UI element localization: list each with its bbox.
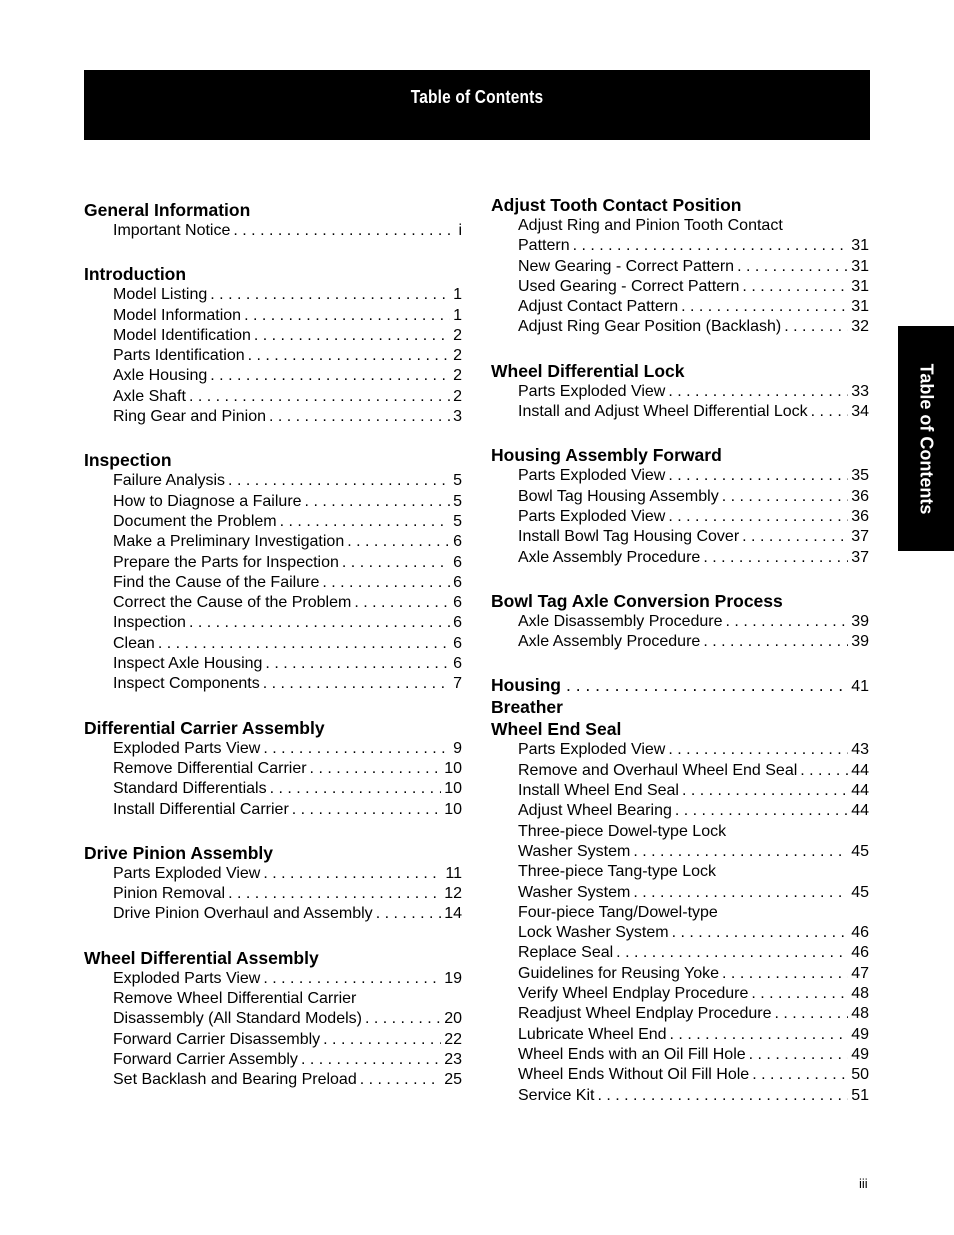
- toc-entry-label: Four-piece Tang/Dowel-type: [518, 903, 718, 921]
- page-ref: 37: [851, 528, 869, 546]
- toc-entry[interactable]: [113, 471, 462, 491]
- page-ref: 2: [453, 387, 462, 405]
- toc-entry[interactable]: [113, 407, 462, 427]
- section-heading[interactable]: [84, 839, 462, 864]
- toc-entry-label: Exploded Parts View: [113, 739, 261, 757]
- toc-entry-label: Standard Differentials: [113, 780, 267, 798]
- dot-leader: [749, 1045, 849, 1065]
- toc-section-wheel-differential-lock: [491, 357, 869, 423]
- page-ref: 6: [453, 533, 462, 551]
- page-ref: 48: [851, 985, 869, 1003]
- section-heading[interactable]: [84, 944, 462, 969]
- toc-entry[interactable]: [518, 1045, 869, 1065]
- section-heading[interactable]: [84, 260, 462, 285]
- toc-entry-label: Washer System: [518, 842, 631, 860]
- toc-entry-label: Install and Adjust Wheel Differential Lock: [518, 403, 808, 421]
- section-heading[interactable]: [491, 191, 869, 216]
- side-tab-table-of-contents[interactable]: [898, 326, 954, 551]
- toc-entry-label: Pinion Removal: [113, 885, 226, 903]
- page-ref: 6: [453, 573, 462, 591]
- toc-entry[interactable]: [113, 613, 462, 633]
- page-ref: 32: [851, 318, 869, 336]
- dot-leader: [310, 759, 442, 779]
- toc-entry-label: Inspect Components: [113, 675, 260, 693]
- toc-entry-label: Set Backlash and Bearing Preload: [113, 1071, 357, 1089]
- dot-leader: [301, 1050, 441, 1070]
- toc-entry[interactable]: [518, 1086, 869, 1106]
- toc-section-wheel-end-seal: [491, 715, 869, 1105]
- section-heading-text: Wheel Differential Lock: [491, 360, 685, 381]
- toc-entry-label: Axle Assembly Procedure: [518, 633, 701, 651]
- toc-entry[interactable]: [113, 492, 462, 512]
- toc-entry[interactable]: [518, 277, 869, 297]
- toc-entry-label: New Gearing - Correct Pattern: [518, 257, 735, 275]
- dot-leader: [800, 761, 848, 781]
- dot-leader: [681, 297, 848, 317]
- dot-leader: [360, 1070, 441, 1090]
- page-ref: 14: [444, 905, 462, 923]
- toc-entry-label: Forward Carrier Disassembly: [113, 1030, 321, 1048]
- toc-entry[interactable]: [518, 862, 869, 882]
- dot-leader: [751, 984, 848, 1004]
- page-ref: i: [458, 222, 462, 239]
- dot-leader: [633, 883, 848, 903]
- toc-entry[interactable]: [518, 740, 869, 760]
- toc-entry-label: Remove and Overhaul Wheel End Seal: [518, 761, 798, 779]
- section-heading-text: General Information: [84, 200, 251, 220]
- toc-entry-label: Lubricate Wheel End: [518, 1025, 667, 1043]
- page-ref: 48: [851, 1005, 869, 1023]
- toc-entry[interactable]: [113, 800, 462, 820]
- page-ref: 5: [453, 492, 462, 510]
- toc-entry[interactable]: [113, 573, 462, 593]
- toc-entry-label: Document the Problem: [113, 512, 277, 530]
- page-ref: 37: [851, 548, 869, 566]
- dot-leader: [189, 613, 450, 633]
- toc-entry-label: Axle Shaft: [113, 387, 186, 405]
- page-ref: 2: [453, 326, 462, 344]
- dot-leader: [742, 277, 848, 297]
- page-ref: 6: [453, 614, 462, 632]
- section-heading[interactable]: [491, 587, 869, 612]
- toc-section-bowl-tag-axle-conversion-process: [491, 587, 869, 653]
- page-ref: 11: [445, 864, 462, 882]
- dot-leader: [668, 740, 848, 760]
- toc-entry[interactable]: [518, 548, 869, 568]
- page-ref: 23: [444, 1050, 462, 1068]
- section-heading[interactable]: [84, 446, 462, 471]
- toc-entry-label: How to Diagnose a Failure: [113, 492, 302, 510]
- toc-entry[interactable]: [518, 487, 869, 507]
- dot-leader: [703, 632, 848, 652]
- page-ref: 12: [444, 885, 462, 903]
- toc-section-inspection: [84, 446, 462, 694]
- page-ref: 39: [851, 612, 869, 630]
- page-ref: 34: [851, 403, 869, 421]
- dot-leader: [668, 507, 848, 527]
- dot-leader: [254, 326, 450, 346]
- toc-entry-label: Correct the Cause of the Problem: [113, 594, 352, 612]
- toc-entry-label: Wheel Ends Without Oil Fill Hole: [518, 1066, 750, 1084]
- toc-entry[interactable]: [113, 532, 462, 552]
- toc-entry-label: Wheel Ends with an Oil Fill Hole: [518, 1045, 746, 1063]
- toc-entry-label: Make a Preliminary Investigation: [113, 533, 345, 551]
- toc-entry-label: Install Differential Carrier: [113, 800, 289, 818]
- toc-entry[interactable]: [518, 632, 869, 652]
- page-ref: 3: [453, 408, 462, 426]
- dot-leader: [263, 864, 442, 884]
- section-heading-text: Housing Breather: [491, 675, 563, 718]
- toc-section-housing-assembly-forward: [491, 441, 869, 567]
- page-ref: 46: [851, 944, 869, 962]
- page-ref: 6: [453, 594, 462, 612]
- page-ref: 36: [851, 487, 869, 505]
- dot-leader: [158, 634, 450, 654]
- page-ref: 49: [851, 1045, 869, 1063]
- toc-entry-label: Axle Assembly Procedure: [518, 548, 701, 566]
- dot-leader: [292, 800, 441, 820]
- dot-leader: [228, 884, 441, 904]
- toc-entry-label: Parts Identification: [113, 347, 245, 365]
- toc-entry[interactable]: [518, 236, 869, 256]
- toc-entry[interactable]: [518, 402, 869, 422]
- toc-entry-label: Adjust Ring Gear Position (Backlash): [518, 318, 782, 336]
- toc-entry-label: Prepare the Parts for Inspection: [113, 553, 339, 571]
- section-heading-text: Wheel End Seal: [491, 719, 622, 740]
- dot-leader: [566, 674, 848, 696]
- toc-entry-label: Parts Exploded View: [518, 382, 666, 400]
- page-ref: 33: [851, 382, 869, 400]
- header-bar: [84, 70, 870, 140]
- toc-entry[interactable]: [113, 1030, 462, 1050]
- section-heading-text: Introduction: [84, 264, 187, 285]
- toc-entry[interactable]: [518, 507, 869, 527]
- toc-section-housing-breather: [491, 671, 869, 718]
- page-ref: 41: [851, 678, 869, 696]
- toc-entry-label: Verify Wheel Endplay Procedure: [518, 985, 749, 1003]
- dot-leader: [305, 492, 451, 512]
- dot-leader: [263, 969, 441, 989]
- toc-entry[interactable]: [518, 943, 869, 963]
- toc-entry-label: Disassembly (All Standard Models): [113, 1010, 362, 1028]
- page-ref: 31: [851, 277, 869, 295]
- toc-entry[interactable]: [113, 884, 462, 904]
- toc-entry[interactable]: [113, 779, 462, 799]
- dot-leader: [322, 573, 450, 593]
- toc-entry-label: Install Bowl Tag Housing Cover: [518, 528, 740, 546]
- dot-leader: [722, 487, 849, 507]
- toc-entry-label: Drive Pinion Overhaul and Assembly: [113, 905, 373, 923]
- toc-entry-label: Remove Wheel Differential Carrier: [113, 990, 357, 1008]
- toc-entry-label: Axle Disassembly Procedure: [518, 612, 723, 630]
- page-ref: 31: [851, 257, 869, 275]
- dot-leader: [597, 1086, 848, 1106]
- page-ref: 6: [453, 634, 462, 652]
- toc-entry[interactable]: [518, 923, 869, 943]
- page-ref: 31: [851, 237, 869, 255]
- toc-entry-label: Adjust Contact Pattern: [518, 298, 679, 316]
- toc-entry[interactable]: [113, 989, 462, 1009]
- toc-entry[interactable]: [113, 387, 462, 407]
- dot-leader: [752, 1065, 848, 1085]
- dot-leader: [347, 532, 450, 552]
- page-ref: 51: [851, 1086, 869, 1104]
- dot-leader: [244, 306, 450, 326]
- toc-entry[interactable]: [113, 593, 462, 613]
- toc-entry[interactable]: [113, 306, 462, 326]
- toc-entry[interactable]: [113, 759, 462, 779]
- toc-entry-label: Inspect Axle Housing: [113, 655, 263, 673]
- section-heading[interactable]: [491, 671, 869, 718]
- toc-entry-label: Bowl Tag Housing Assembly: [518, 487, 719, 505]
- toc-entry[interactable]: [518, 822, 869, 842]
- dot-leader: [263, 674, 450, 694]
- dot-leader: [265, 654, 450, 674]
- page-ref: 31: [851, 298, 869, 316]
- dot-leader: [722, 964, 848, 984]
- toc-entry-label: Replace Seal: [518, 944, 614, 962]
- page-ref: 1: [453, 306, 462, 324]
- toc-entry[interactable]: [518, 984, 869, 1004]
- toc-right-column: [491, 191, 869, 1125]
- page-ref: 44: [851, 761, 869, 779]
- toc-entry[interactable]: [113, 674, 462, 694]
- toc-section-general-information: [84, 196, 462, 241]
- page-ref: 44: [851, 782, 869, 800]
- dot-leader: [210, 285, 450, 305]
- toc-entry[interactable]: [518, 1065, 869, 1085]
- page-ref: 44: [851, 802, 869, 820]
- section-heading-text: Bowl Tag Axle Conversion Process: [491, 590, 783, 611]
- page-ref: 20: [444, 1010, 462, 1028]
- toc-entry[interactable]: [113, 366, 462, 386]
- dot-leader: [573, 236, 849, 256]
- dot-leader: [270, 779, 442, 799]
- page-ref: 2: [453, 367, 462, 385]
- toc-entry[interactable]: [113, 221, 462, 241]
- toc-entry-label: Axle Housing: [113, 367, 208, 385]
- dot-leader: [633, 842, 848, 862]
- dot-leader: [342, 553, 450, 573]
- page-ref: 6: [453, 553, 462, 571]
- section-heading-text: Differential Carrier Assembly: [84, 717, 325, 738]
- toc-entry-label: Model Listing: [113, 286, 208, 304]
- section-heading[interactable]: [491, 441, 869, 466]
- toc-entry[interactable]: [518, 317, 869, 337]
- toc-section-wheel-differential-assembly: [84, 944, 462, 1091]
- dot-leader: [670, 1025, 849, 1045]
- toc-entry[interactable]: [518, 964, 869, 984]
- page-ref: 2: [453, 347, 462, 365]
- page-ref: 6: [453, 655, 462, 673]
- page-ref: 46: [851, 924, 869, 942]
- dot-leader: [376, 904, 442, 924]
- toc-entry-label: Parts Exploded View: [518, 741, 666, 759]
- toc-entry-label: Ring Gear and Pinion: [113, 408, 266, 426]
- page-ref: 5: [453, 472, 462, 490]
- page-ref: 5: [453, 512, 462, 530]
- section-heading-text: Drive Pinion Assembly: [84, 842, 273, 863]
- toc-entry[interactable]: [113, 904, 462, 924]
- page-ref: 22: [444, 1030, 462, 1048]
- toc-entry[interactable]: [518, 1025, 869, 1045]
- toc-entry-label: Adjust Ring and Pinion Tooth Contact: [518, 217, 783, 234]
- toc-section-introduction: [84, 260, 462, 427]
- toc-entry-label: Used Gearing - Correct Pattern: [518, 277, 740, 295]
- toc-entry[interactable]: [518, 257, 869, 277]
- page-ref: 35: [851, 467, 869, 485]
- dot-leader: [365, 1009, 441, 1029]
- toc-entry-label: Parts Exploded View: [518, 507, 666, 525]
- dot-leader: [737, 257, 848, 277]
- toc-entry[interactable]: [518, 781, 869, 801]
- toc-entry[interactable]: [113, 326, 462, 346]
- dot-leader: [210, 366, 450, 386]
- toc-entry[interactable]: [518, 903, 869, 923]
- dot-leader: [811, 402, 849, 422]
- toc-section-drive-pinion-assembly: [84, 839, 462, 925]
- section-heading[interactable]: [84, 714, 462, 739]
- dot-leader: [280, 512, 450, 532]
- dot-leader: [774, 1004, 848, 1024]
- toc-entry-label: Model Information: [113, 306, 242, 324]
- toc-entry-label: Guidelines for Reusing Yoke: [518, 964, 720, 982]
- page-ref: 47: [851, 964, 869, 982]
- toc-entry[interactable]: [518, 216, 869, 236]
- toc-entry-label: Readjust Wheel Endplay Procedure: [518, 1005, 772, 1023]
- dot-leader: [672, 923, 849, 943]
- toc-entry[interactable]: [518, 801, 869, 821]
- toc-entry[interactable]: [113, 512, 462, 532]
- toc-entry-label: Pattern: [518, 237, 570, 255]
- toc-entry-label: Clean: [113, 634, 155, 652]
- toc-entry[interactable]: [113, 654, 462, 674]
- toc-entry-label: Adjust Wheel Bearing: [518, 802, 672, 820]
- toc-entry-label: Washer System: [518, 883, 631, 901]
- section-heading-text: Wheel Differential Assembly: [84, 947, 319, 968]
- side-tab-label: Table of Contents: [916, 363, 937, 514]
- dot-leader: [703, 548, 848, 568]
- dot-leader: [233, 221, 455, 241]
- dot-leader: [668, 382, 848, 402]
- toc-entry[interactable]: [113, 1070, 462, 1090]
- dot-leader: [354, 593, 450, 613]
- dot-leader: [675, 801, 848, 821]
- toc-entry[interactable]: [518, 883, 869, 903]
- page-ref: 10: [444, 780, 462, 798]
- toc-section-adjust-tooth-contact-position: [491, 191, 869, 338]
- page-ref: 39: [851, 633, 869, 651]
- page-ref: 10: [444, 800, 462, 818]
- page-title: Table of Contents: [410, 87, 544, 107]
- toc-entry[interactable]: [113, 1050, 462, 1070]
- section-heading-text: Housing Assembly Forward: [491, 445, 722, 466]
- toc-left-column: [84, 196, 462, 1110]
- toc-entry[interactable]: [518, 527, 869, 547]
- dot-leader: [263, 739, 450, 759]
- dot-leader: [784, 317, 848, 337]
- toc-entry[interactable]: [518, 842, 869, 862]
- toc-entry-label: Lock Washer System: [518, 924, 669, 942]
- toc-entry-label: Parts Exploded View: [113, 864, 261, 882]
- page-ref: 9: [453, 739, 462, 757]
- page-ref: 45: [851, 883, 869, 901]
- section-heading[interactable]: [491, 357, 869, 382]
- page-ref: 45: [851, 842, 869, 860]
- page-ref: 43: [851, 741, 869, 759]
- section-heading[interactable]: [491, 715, 869, 740]
- toc-entry[interactable]: [518, 1004, 869, 1024]
- toc-entry[interactable]: [113, 285, 462, 305]
- dot-leader: [726, 612, 849, 632]
- page-ref: 7: [453, 675, 462, 693]
- dot-leader: [616, 943, 848, 963]
- toc-section-differential-carrier-assembly: [84, 714, 462, 820]
- dot-leader: [189, 387, 450, 407]
- page-ref: 49: [851, 1025, 869, 1043]
- toc-entry[interactable]: [113, 864, 462, 884]
- dot-leader: [682, 781, 848, 801]
- toc-entry[interactable]: [113, 634, 462, 654]
- toc-entry-label: Parts Exploded View: [518, 467, 666, 485]
- page-ref: 1: [453, 286, 462, 304]
- toc-entry-label: Important Notice: [113, 222, 231, 239]
- toc-entry[interactable]: [113, 1009, 462, 1029]
- toc-entry[interactable]: [518, 466, 869, 486]
- page-ref: 25: [444, 1071, 462, 1089]
- toc-entry-label: Install Wheel End Seal: [518, 782, 679, 800]
- section-heading-text: Adjust Tooth Contact Position: [491, 195, 742, 215]
- dot-leader: [228, 471, 450, 491]
- page-ref: 19: [444, 969, 462, 987]
- page-number: iii: [859, 1176, 868, 1191]
- dot-leader: [323, 1030, 441, 1050]
- toc-entry[interactable]: [518, 297, 869, 317]
- page-ref: 10: [444, 759, 462, 777]
- dot-leader: [742, 527, 848, 547]
- toc-entry-label: Failure Analysis: [113, 472, 226, 490]
- toc-entry-label: Exploded Parts View: [113, 969, 261, 987]
- section-heading[interactable]: [84, 196, 462, 221]
- toc-entry-label: Remove Differential Carrier: [113, 759, 307, 777]
- section-heading-text: Inspection: [84, 450, 172, 471]
- toc-entry[interactable]: [113, 553, 462, 573]
- toc-entry[interactable]: [518, 382, 869, 402]
- toc-entry[interactable]: [113, 969, 462, 989]
- toc-entry-label: Service Kit: [518, 1086, 595, 1104]
- toc-entry-label: Model Identification: [113, 326, 251, 344]
- toc-entry-label: Three-piece Dowel-type Lock: [518, 822, 727, 840]
- toc-entry-label: Inspection: [113, 614, 186, 632]
- header-divider: [84, 109, 870, 110]
- page-ref: 50: [851, 1066, 869, 1084]
- toc-entry[interactable]: [113, 739, 462, 759]
- dot-leader: [248, 346, 450, 366]
- toc-entry[interactable]: [518, 761, 869, 781]
- toc-entry-label: Forward Carrier Assembly: [113, 1050, 298, 1068]
- toc-entry-label: Three-piece Tang-type Lock: [518, 863, 717, 881]
- toc-entry-label: Find the Cause of the Failure: [113, 573, 320, 591]
- dot-leader: [269, 407, 450, 427]
- toc-entry[interactable]: [518, 612, 869, 632]
- page-ref: 36: [851, 507, 869, 525]
- dot-leader: [668, 466, 848, 486]
- toc-entry[interactable]: [113, 346, 462, 366]
